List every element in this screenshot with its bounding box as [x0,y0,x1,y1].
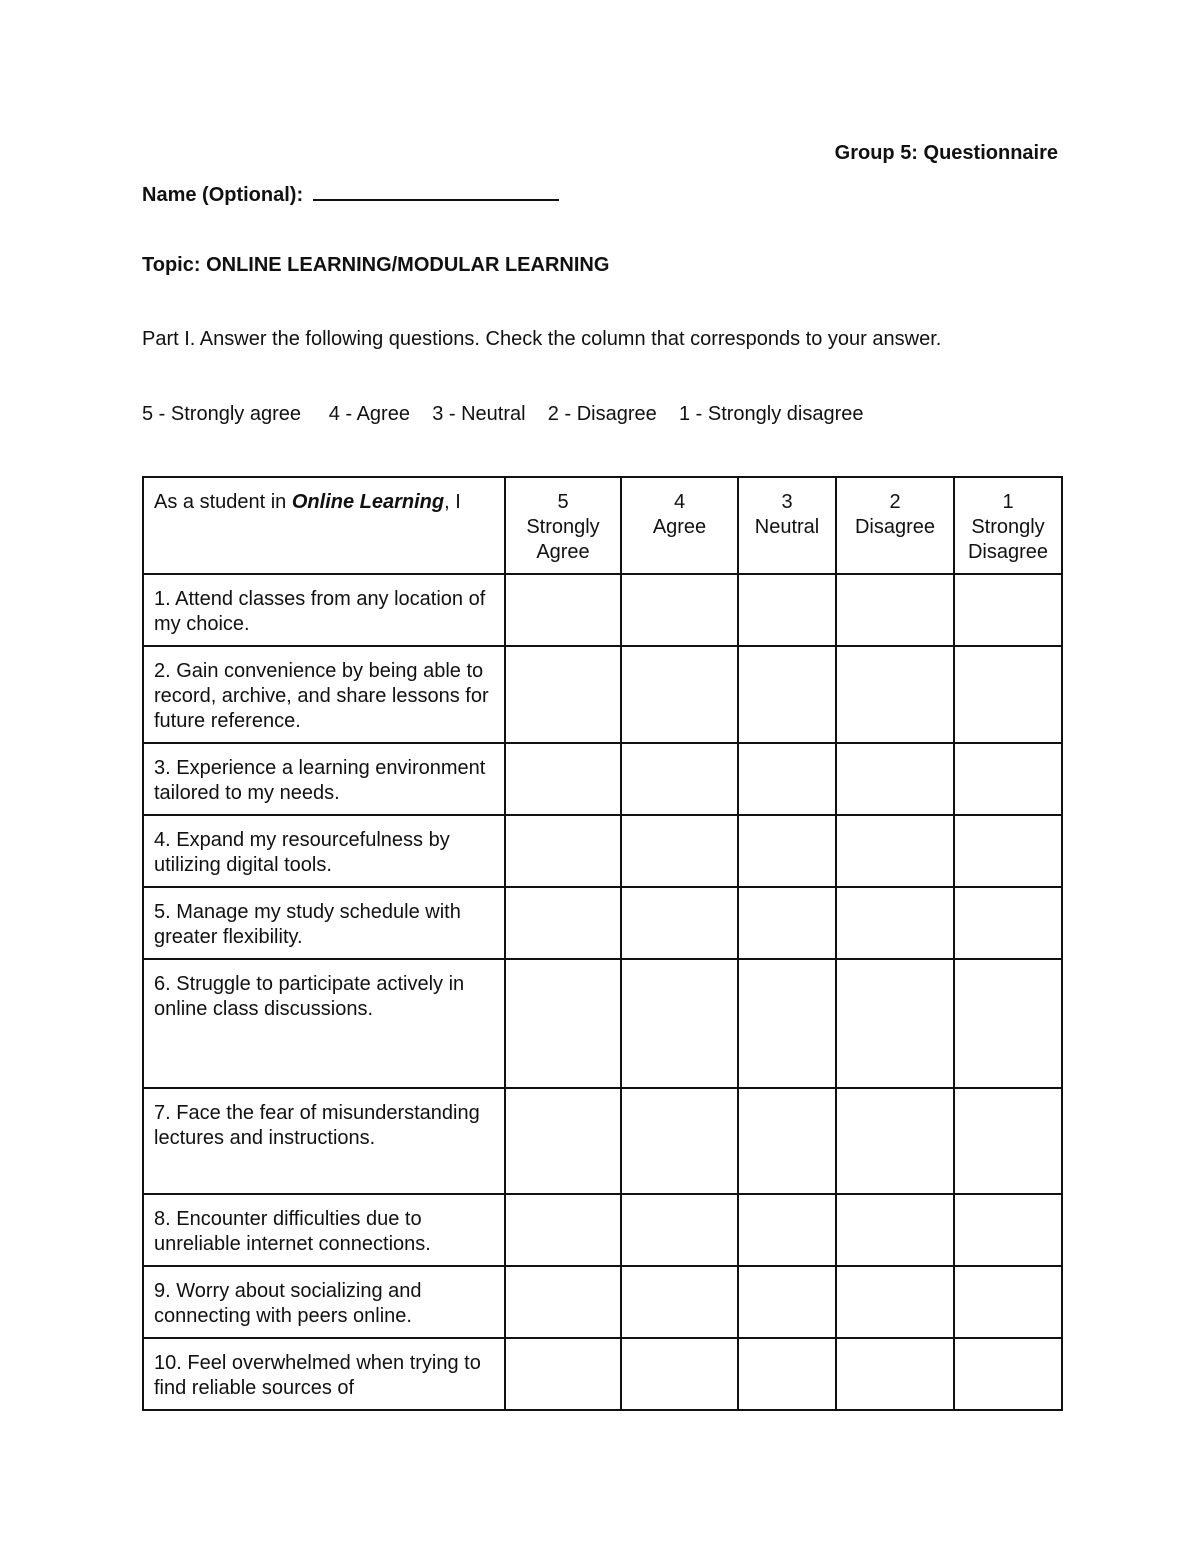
statement-cell: 10. Feel overwhelmed when trying to find reliable sources of [143,1338,505,1410]
response-cell-1[interactable] [954,959,1062,1088]
column-number: 4 [673,491,686,513]
statement-cell: 6. Struggle to participate actively in online class discussions. [143,959,505,1088]
table-row [143,815,1062,887]
table-row [143,574,1062,646]
response-cell-5[interactable] [505,743,621,815]
statement-cell: 7. Face the fear of misunderstanding lectures and instructions. [143,1088,505,1194]
response-cell-2[interactable] [836,959,954,1088]
response-cell-1[interactable] [954,1266,1062,1338]
response-cell-4[interactable] [621,959,738,1088]
response-cell-4[interactable] [621,1338,738,1410]
table-row [143,646,1062,743]
response-cell-5[interactable] [505,646,621,743]
response-cell-4[interactable] [621,815,738,887]
column-header-3 [738,477,836,574]
response-cell-1[interactable] [954,646,1062,743]
response-cell-3[interactable] [738,1194,836,1266]
response-cell-2[interactable] [836,1338,954,1410]
stem-emphasis: Online Learning [291,491,445,513]
response-cell-2[interactable] [836,574,954,646]
response-cell-2[interactable] [836,887,954,959]
name-field [142,179,559,207]
response-cell-3[interactable] [738,959,836,1088]
table-row [143,1088,1062,1194]
response-cell-1[interactable] [954,743,1062,815]
column-label-line1: Agree [652,516,707,538]
group-title: Group 5: Questionnaire [834,142,1058,164]
header-row [143,477,1062,574]
name-blank-line[interactable] [313,179,559,201]
statement-cell: 4. Expand my resourcefulness by utilizing digital tools. [143,815,505,887]
likert-table [142,476,1063,1411]
response-cell-2[interactable] [836,646,954,743]
statement-cell: 2. Gain convenience by being able to record, archive, and share lessons for future reference. [143,646,505,743]
column-header-1 [954,477,1062,574]
response-cell-2[interactable] [836,1194,954,1266]
statement-cell: 5. Manage my study schedule with greater flexibility. [143,887,505,959]
scale-legend-item: 5 - Strongly agree [142,403,301,425]
response-cell-2[interactable] [836,1088,954,1194]
scale-legend-item: 1 - Strongly disagree [678,403,864,425]
table-row [143,959,1062,1088]
column-header-5 [505,477,621,574]
response-cell-1[interactable] [954,1088,1062,1194]
response-cell-3[interactable] [738,1088,836,1194]
response-cell-3[interactable] [738,815,836,887]
response-cell-5[interactable] [505,959,621,1088]
stem-prefix: As a student in [154,491,292,513]
column-label-line1: Strongly [971,516,1045,538]
topic-heading: Topic: ONLINE LEARNING/MODULAR LEARNING [142,254,610,276]
response-cell-2[interactable] [836,815,954,887]
response-cell-5[interactable] [505,1338,621,1410]
response-cell-4[interactable] [621,887,738,959]
response-cell-5[interactable] [505,887,621,959]
column-label-line1: Neutral [754,516,820,538]
column-number: 2 [889,491,901,513]
statement-cell: 8. Encounter difficulties due to unreliable internet connections. [143,1194,505,1266]
table-row [143,887,1062,959]
response-cell-2[interactable] [836,743,954,815]
response-cell-1[interactable] [954,887,1062,959]
response-cell-4[interactable] [621,574,738,646]
response-cell-1[interactable] [954,1338,1062,1410]
stem-suffix: , I [444,491,461,513]
scale-legend-item: 3 - Neutral [432,403,526,425]
scale-legend-item: 4 - Agree [328,403,410,425]
response-cell-3[interactable] [738,1338,836,1410]
column-label-line1: Strongly [526,516,600,538]
response-cell-4[interactable] [621,1194,738,1266]
response-cell-5[interactable] [505,1194,621,1266]
column-label-line1: Disagree [854,516,936,538]
response-cell-4[interactable] [621,1266,738,1338]
table-row [143,1266,1062,1338]
name-label: Name (Optional): [142,184,309,206]
statement-cell: 3. Experience a learning environment tailored to my needs. [143,743,505,815]
response-cell-3[interactable] [738,743,836,815]
response-cell-1[interactable] [954,1194,1062,1266]
response-cell-5[interactable] [505,815,621,887]
column-number: 1 [1002,491,1014,513]
column-number: 3 [781,491,793,513]
scale-legend [142,403,864,426]
response-cell-2[interactable] [836,1266,954,1338]
response-cell-5[interactable] [505,574,621,646]
response-cell-1[interactable] [954,815,1062,887]
response-cell-4[interactable] [621,646,738,743]
statement-cell: 1. Attend classes from any location of my choice. [143,574,505,646]
statement-column-header [143,477,505,574]
table-row [143,1194,1062,1266]
instructions-text: Part I. Answer the following questions. Check the column that corresponds to your answer. [142,328,942,350]
column-label-line2: Disagree [967,541,1049,563]
response-cell-5[interactable] [505,1088,621,1194]
column-label-line2: Agree [536,541,590,563]
response-cell-5[interactable] [505,1266,621,1338]
column-header-2 [836,477,954,574]
column-number: 5 [557,491,569,513]
table-row [143,1338,1062,1410]
response-cell-1[interactable] [954,574,1062,646]
response-cell-4[interactable] [621,1088,738,1194]
column-header-4 [621,477,738,574]
statement-cell: 9. Worry about socializing and connecting with peers online. [143,1266,505,1338]
response-cell-3[interactable] [738,1266,836,1338]
response-cell-3[interactable] [738,887,836,959]
scale-legend-item: 2 - Disagree [547,403,657,425]
response-cell-3[interactable] [738,646,836,743]
response-cell-4[interactable] [621,743,738,815]
response-cell-3[interactable] [738,574,836,646]
table-row [143,743,1062,815]
